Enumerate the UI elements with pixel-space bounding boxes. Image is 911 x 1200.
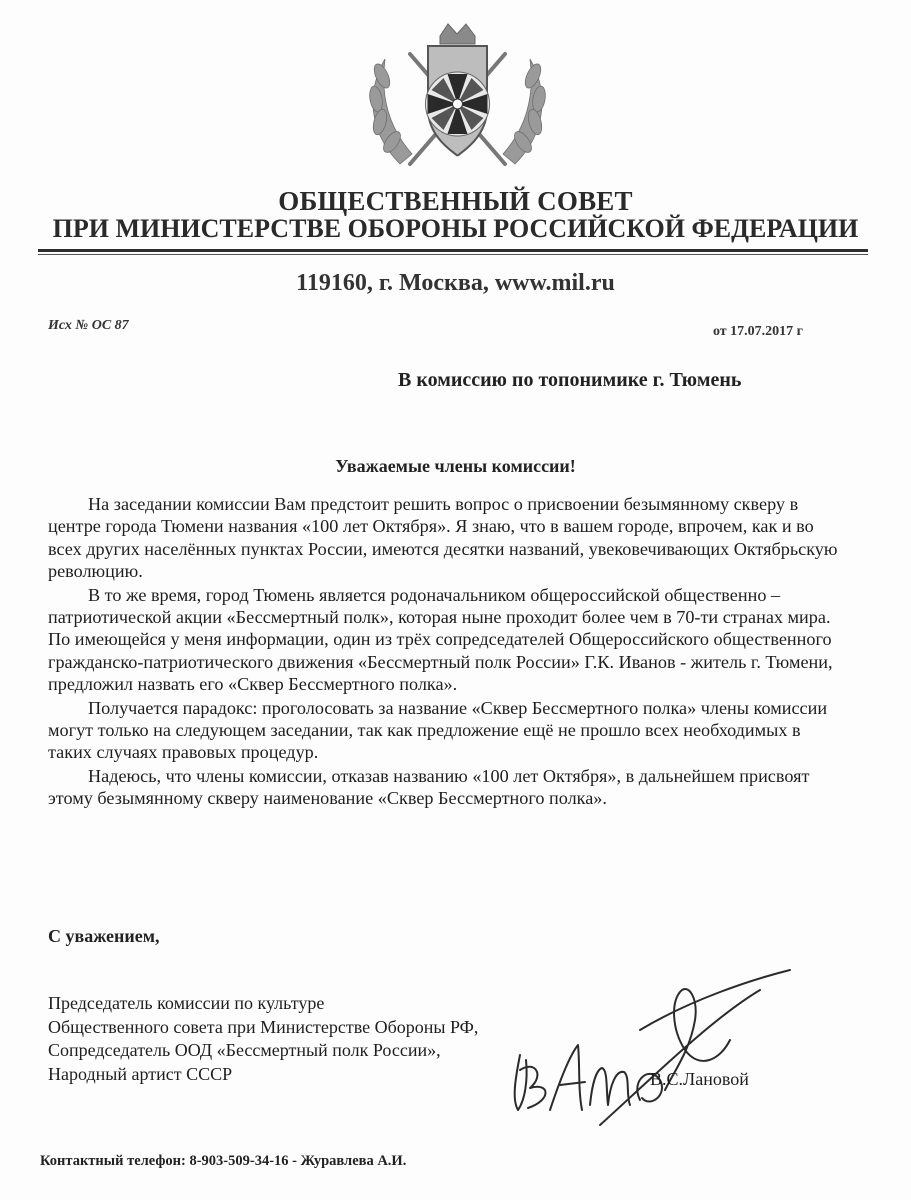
paragraph: Надеюсь, что члены комиссии, отказав названию «100 лет Октября», в дальнейшем присвоят этому безымянному скверу наименование «Сквер Бессмертного полка». xyxy=(48,765,810,809)
contact-phone: Контактный телефон: 8-903-509-34-16 - Журавлева А.И. xyxy=(40,1153,407,1169)
paragraph: Получается парадокс: проголосовать за название «Сквер Бессмертного полка» члены комиссии могут только на следующем заседании, так как предложение ещё не прошло всех необходимых в таких случаях правовых процедур. xyxy=(48,697,828,763)
organization-name: ОБЩЕСТВЕННЫЙ СОВЕТ xyxy=(278,186,633,216)
letter-date: от 17.07.2017 г xyxy=(712,324,803,339)
signer-name: В.С.Лановой xyxy=(650,1069,749,1089)
salutation: Уважаемые члены комиссии! xyxy=(335,456,576,476)
signature-icon xyxy=(490,960,810,1130)
signer-title-line: Председатель комиссии по культуре xyxy=(48,993,325,1013)
header-rule-thin xyxy=(38,254,868,255)
signer-title-line: Общественного совета при Министерстве Обороны РФ, xyxy=(48,1016,479,1037)
addressee: В комиссию по топонимике г. Тюмень xyxy=(398,369,742,391)
outgoing-number: Исх № ОС 87 xyxy=(48,318,129,333)
organization-subtitle: ПРИ МИНИСТЕРСТВЕ ОБОРОНЫ РОССИЙСКОЙ ФЕДЕРАЦИИ xyxy=(52,214,859,243)
letter-body xyxy=(48,493,838,811)
header-rule xyxy=(38,249,868,252)
signer-title-line: Сопредседатель ООД «Бессмертный полк России», xyxy=(48,1040,441,1060)
closing-regards: С уважением, xyxy=(48,926,160,946)
organization-address: 119160, г. Москва, www.mil.ru xyxy=(296,270,615,296)
signer-title-line: Народный артист СССР xyxy=(48,1063,233,1084)
emblem-icon xyxy=(340,14,575,174)
paragraph: На заседании комиссии Вам предстоит решить вопрос о присвоении безымянному скверу в центре города Тюмени названия «100 лет Октября». Я знаю, что в вашем городе, впрочем, как и во всех других населённых пунктах России, имеются десятки названий, увековечивающих Октябрьскую революцию. xyxy=(48,494,838,582)
signer-title-block xyxy=(48,992,478,1086)
paragraph: В то же время, город Тюмень является родоначальником общероссийской общественно – патриотической акции «Бессмертный полк», которая ныне проходит более чем в 70-ти странах мира. По имеющейся у меня информации, один из трёх сопредседателей Общероссийского общественного гражданско-патриотического движения «Бессмертный полк России» Г.К. Иванов - житель г. Тюмени, предложил назвать его «Сквер Бессмертного полка». xyxy=(48,584,833,695)
